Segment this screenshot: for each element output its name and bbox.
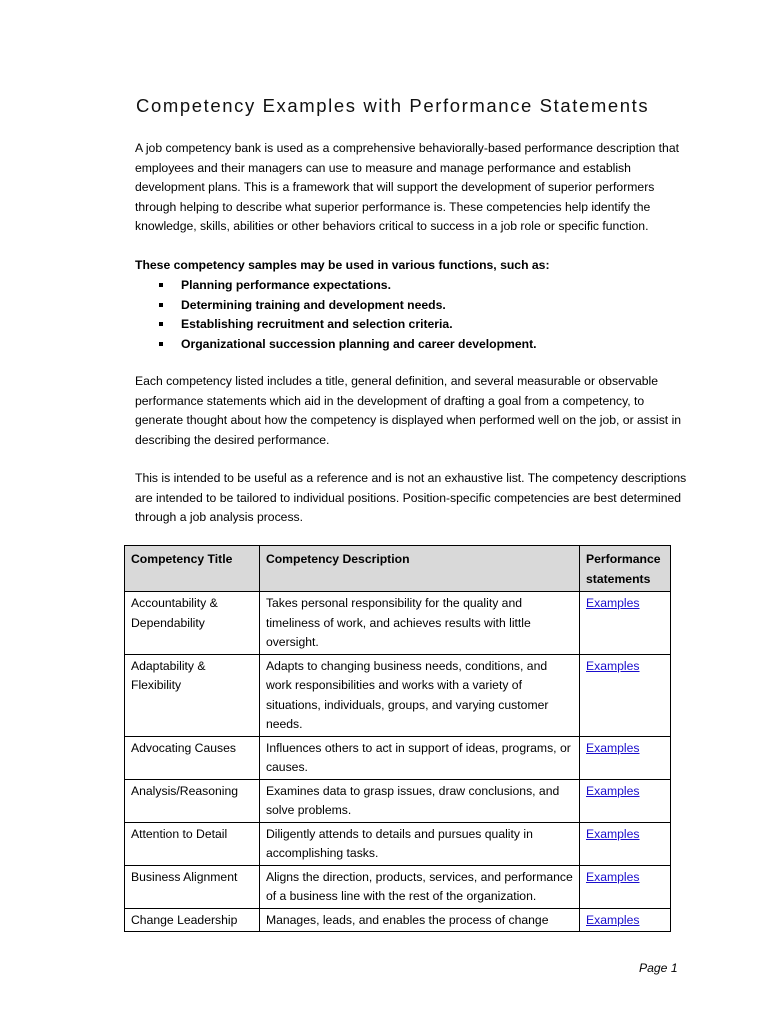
competency-title-cell: Business Alignment bbox=[125, 865, 260, 908]
list-item-text: Establishing recruitment and selection criteria. bbox=[181, 317, 453, 331]
examples-link[interactable]: Examples bbox=[586, 740, 640, 755]
examples-link[interactable]: Examples bbox=[586, 869, 640, 884]
bullet-square-icon bbox=[159, 303, 163, 307]
performance-statements-cell bbox=[580, 865, 671, 908]
list-item bbox=[135, 296, 537, 316]
performance-statements-cell bbox=[580, 736, 671, 779]
list-item-text: Determining training and development needs. bbox=[181, 297, 446, 312]
examples-link[interactable]: Examples bbox=[586, 783, 640, 798]
list-item-text: Planning performance expectations. bbox=[181, 278, 391, 292]
competency-title-cell: Analysis/Reasoning bbox=[125, 779, 260, 822]
header-competency-description: Competency Description bbox=[259, 546, 579, 592]
performance-statements-cell bbox=[580, 822, 671, 865]
page-title: Competency Examples with Performance Statements bbox=[136, 95, 650, 116]
list-item bbox=[135, 276, 537, 296]
competency-description-cell: Diligently attends to details and pursues quality in accomplishing tasks. bbox=[259, 822, 579, 865]
competency-title-cell: Accountability & Dependability bbox=[125, 592, 260, 655]
table-row bbox=[125, 654, 671, 736]
header-performance-statements: Performance statements bbox=[580, 546, 671, 592]
page-number: Page 1 bbox=[639, 961, 678, 975]
table-row bbox=[125, 822, 671, 865]
table-row bbox=[125, 736, 671, 779]
competency-description-cell: Adapts to changing business needs, conditions, and work responsibilities and works with a variety of situations, individuals, groups, and varying customer needs. bbox=[259, 654, 579, 736]
examples-link[interactable]: Examples bbox=[586, 826, 640, 841]
examples-link[interactable]: Examples bbox=[586, 596, 640, 610]
bullet-square-icon bbox=[159, 342, 163, 346]
competency-description-cell: Examines data to grasp issues, draw conclusions, and solve problems. bbox=[259, 779, 579, 822]
reference-note-paragraph: This is intended to be useful as a reference and is not an exhaustive list. The competency descriptions are intended to be tailored to individual positions. Position-specific competencies are best determined through a job analysis process. bbox=[135, 471, 687, 524]
table-header-row bbox=[125, 546, 671, 592]
competency-title-cell: Advocating Causes bbox=[125, 736, 260, 779]
examples-link[interactable]: Examples bbox=[586, 912, 640, 927]
competency-description-cell: Aligns the direction, products, services, and performance of a business line with the rest of the organization. bbox=[259, 865, 579, 908]
performance-statements-cell bbox=[580, 908, 671, 932]
performance-statements-cell bbox=[580, 592, 671, 655]
competency-description-cell: Influences others to act in support of ideas, programs, or causes. bbox=[259, 736, 579, 779]
header-competency-title: Competency Title bbox=[125, 546, 260, 592]
examples-link[interactable]: Examples bbox=[586, 658, 640, 673]
bullet-square-icon bbox=[159, 283, 163, 287]
performance-statements-cell bbox=[580, 779, 671, 822]
table-row bbox=[125, 865, 671, 908]
competency-title-cell: Adaptability & Flexibility bbox=[125, 654, 260, 736]
intro-paragraph: A job competency bank is used as a comprehensive behaviorally-based performance description that employees and their managers can use to measure and manage performance and establish development plans. This is a framework that will support the development of superior performers through helping to describe what superior performance is. These competencies help identify the knowledge, skills, abilities or other behaviors critical to success in a job role or specific function. bbox=[135, 141, 680, 233]
competency-title-cell: Attention to Detail bbox=[125, 822, 260, 865]
list-item-text: Organizational succession planning and career development. bbox=[181, 336, 537, 351]
competency-table bbox=[124, 545, 671, 932]
table-row bbox=[125, 592, 671, 655]
uses-list bbox=[135, 276, 537, 354]
table-row bbox=[125, 779, 671, 822]
bullet-square-icon bbox=[159, 322, 163, 326]
competency-description-cell: Manages, leads, and enables the process of change bbox=[259, 908, 579, 932]
competency-description-cell: Takes personal responsibility for the quality and timeliness of work, and achieves results with little oversight. bbox=[259, 592, 579, 655]
uses-heading: These competency samples may be used in various functions, such as: bbox=[135, 258, 550, 272]
competency-description-paragraph: Each competency listed includes a title, general definition, and several measurable or observable performance statements which aid in the development of drafting a goal from a competency, to generate thought about how the competency is displayed when performed well on the job, or assist in describing the desired performance. bbox=[135, 374, 682, 447]
performance-statements-cell bbox=[580, 654, 671, 736]
list-item bbox=[135, 335, 537, 355]
table-row bbox=[125, 908, 671, 932]
list-item bbox=[135, 315, 537, 335]
competency-title-cell: Change Leadership bbox=[125, 908, 260, 932]
